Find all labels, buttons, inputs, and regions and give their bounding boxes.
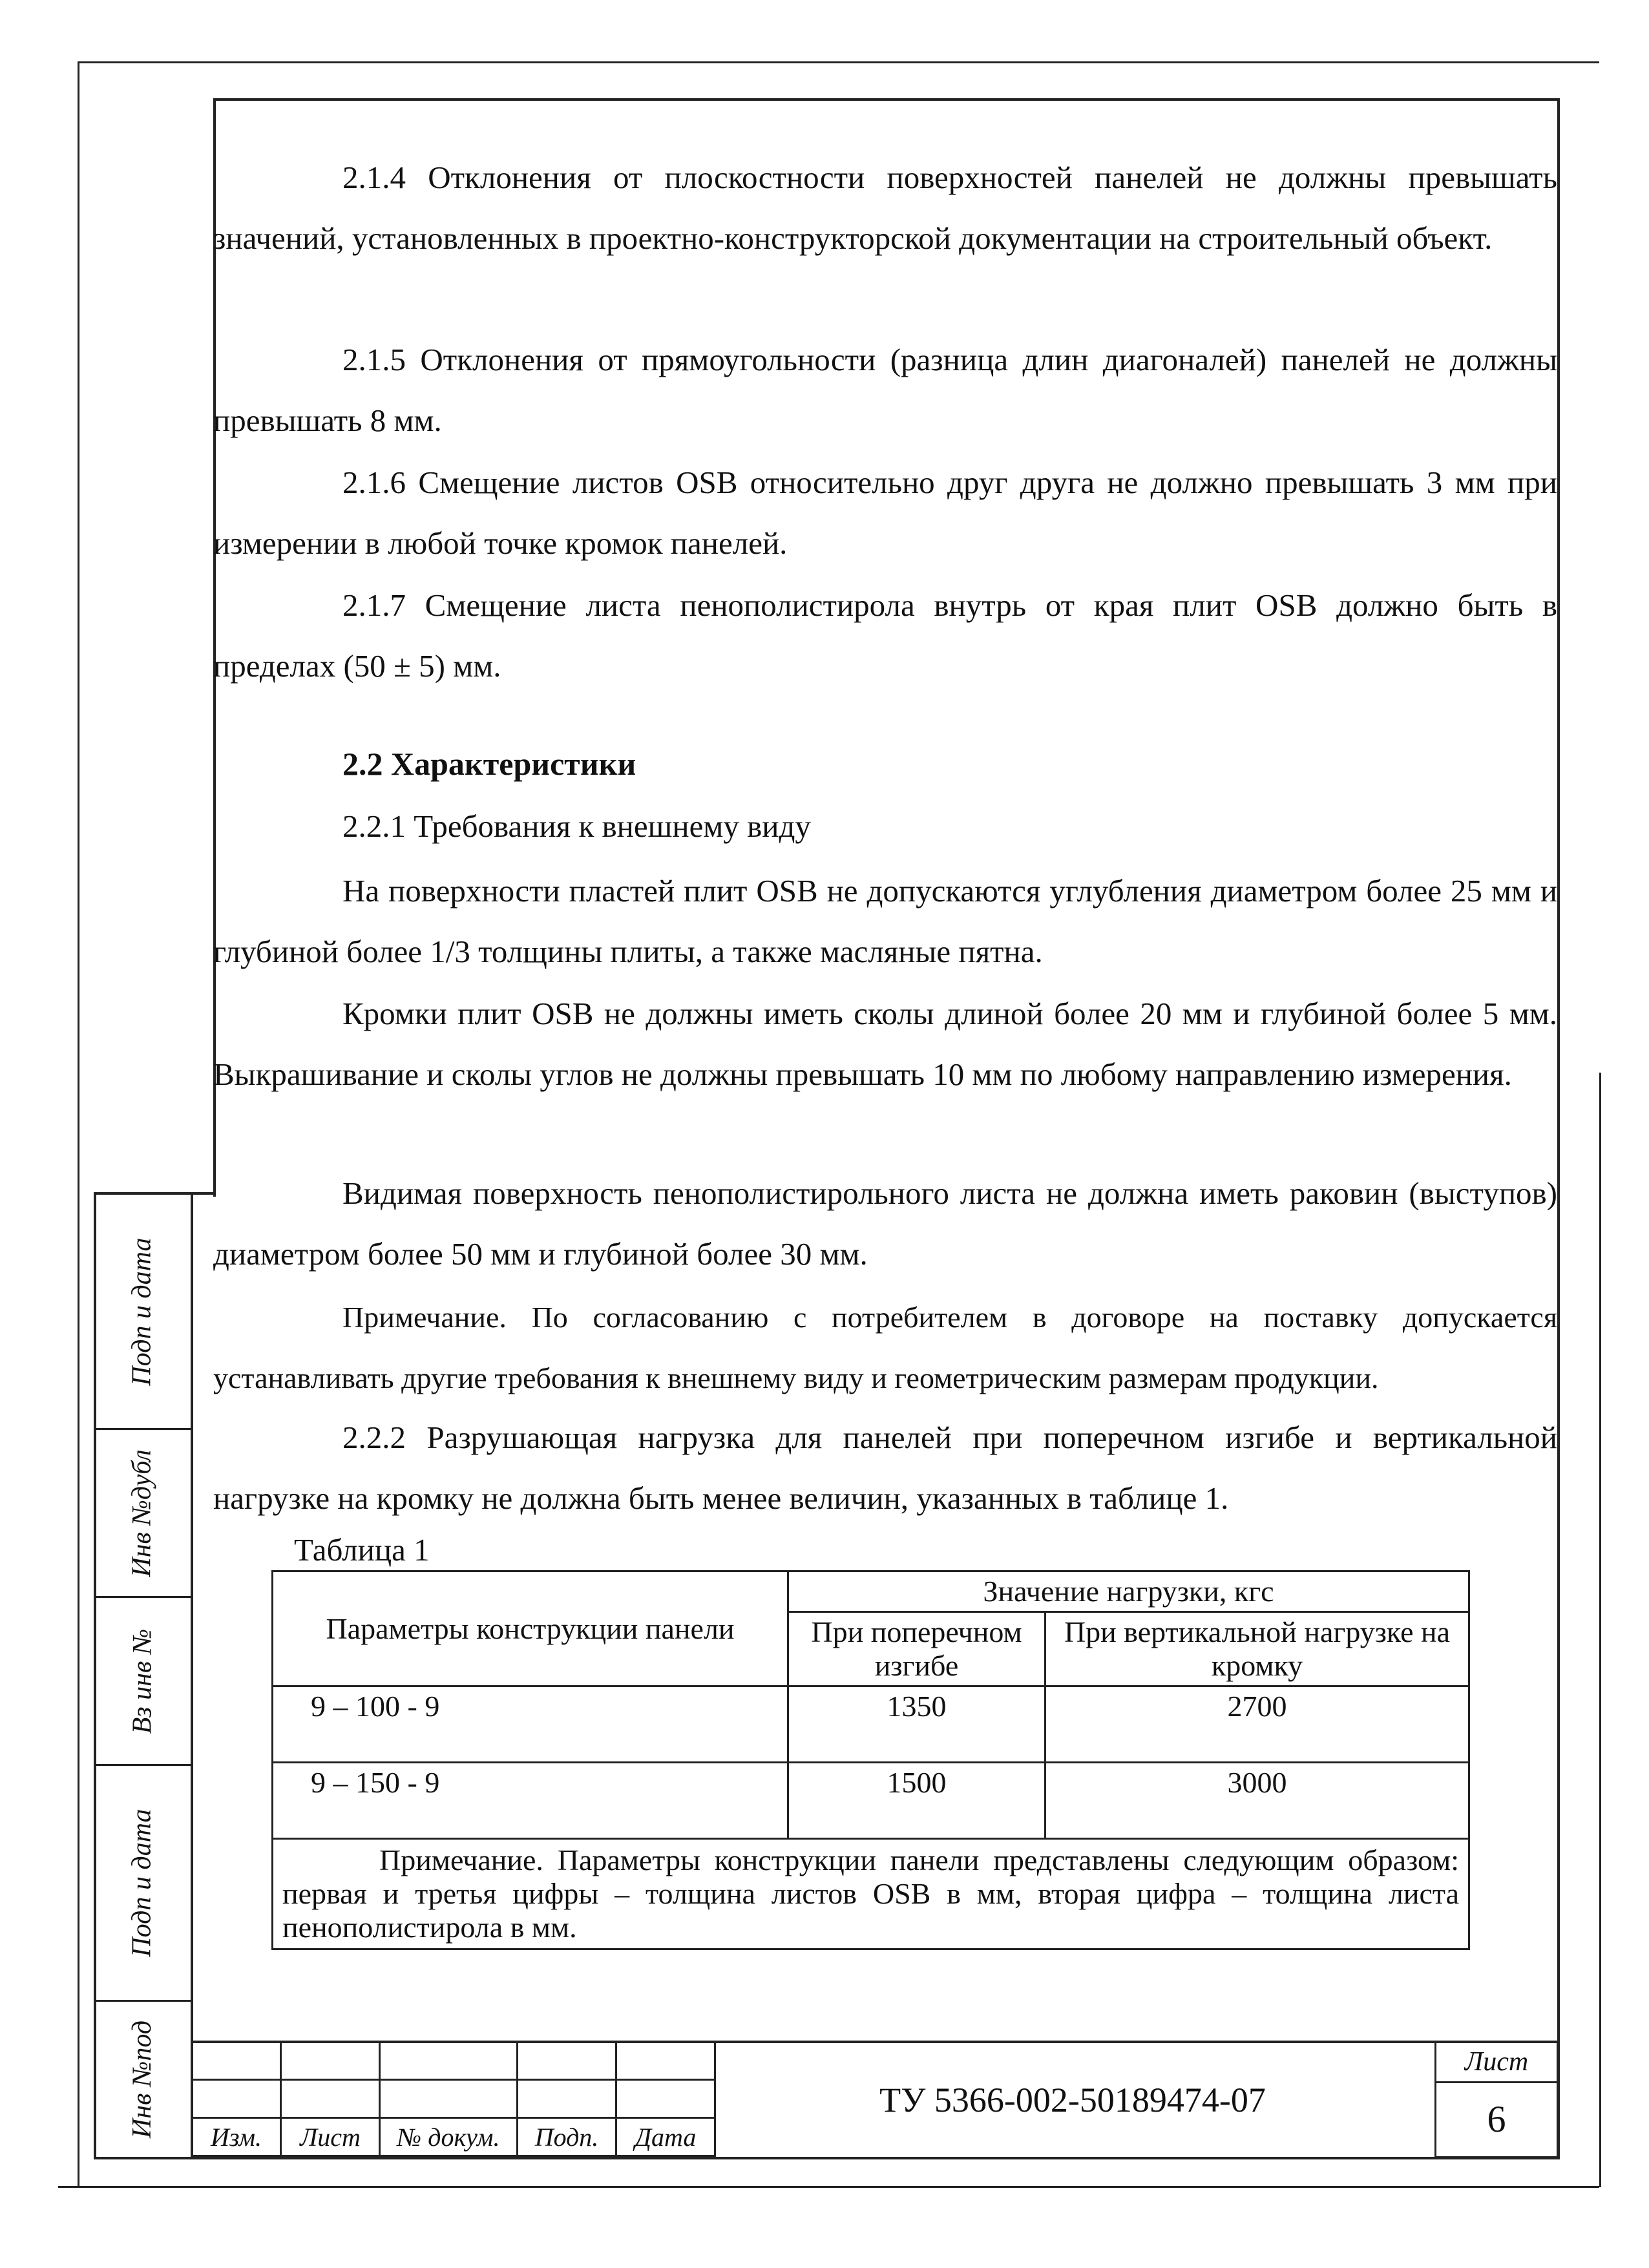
paragraph-note-1: Примечание. По согласованию с потребителем в договоре на поставку допускается устанавливать другие требования к внешнему виду и геометрическим размерам продукции. — [213, 1301, 1557, 1394]
paragraph-2-1-4: 2.1.4 Отклонения от плоскостности поверхностей панелей не должны превышать значений, установленных в проектно-конструкторской документации на строительный объект. — [213, 160, 1557, 256]
paragraph-2-1-6: 2.1.6 Смещение листов OSB относительно друг друга не должно превышать 3 мм при измерении в любой точке кромок панелей. — [213, 465, 1557, 561]
sheet-number: 6 — [1487, 2098, 1506, 2140]
title-block-izm: Изм. — [192, 2118, 281, 2156]
table-header-load-group: Значение нагрузки, кгс — [788, 1571, 1469, 1612]
title-block-doc-no: № докум. — [380, 2118, 518, 2156]
side-label-sign-date-1: Подп и дата — [127, 1237, 157, 1386]
paragraph-2-2-1: 2.2.1 Требования к внешнему виду — [342, 808, 811, 844]
outer-frame-top — [78, 61, 1599, 63]
paragraph-2-2-2: 2.2.2 Разрушающая нагрузка для панелей при поперечном изгибе и вертикальной нагрузке на кромку не должна быть менее величин, указанных в таблице 1. — [213, 1420, 1557, 1516]
side-label-inv-dup: Инв №дубл — [127, 1449, 158, 1577]
table-note: Примечание. Параметры конструкции панели представлены следующим образом: первая и третья цифры – толщина листов OSB в мм, вторая цифра – толщина листа пенополистирола в мм. — [273, 1839, 1469, 1949]
table-cell-vertical: 2700 — [1045, 1686, 1469, 1763]
table-row — [273, 1763, 1469, 1839]
table-cell-vertical: 3000 — [1045, 1763, 1469, 1839]
table-1 — [271, 1570, 1470, 1950]
sheet-box — [1434, 2041, 1559, 2158]
paragraph-eps-surface: Видимая поверхность пенополистирольного листа не должна иметь раковин (выступов) диаметром более 50 мм и глубиной более 30 мм. — [213, 1175, 1557, 1272]
outer-frame-bottom — [58, 2186, 1599, 2188]
title-block-grid — [191, 2041, 716, 2157]
table-cell-params: 9 – 100 - 9 — [273, 1686, 788, 1763]
side-label-sign-date-2: Подп и дата — [127, 1809, 157, 1957]
table-cell-params: 9 – 150 - 9 — [273, 1763, 788, 1839]
paragraph-osb-edges: Кромки плит OSB не должны иметь сколы длиной более 20 мм и глубиной более 5 мм. Выкрашивание и сколы углов не должны превышать 10 мм по любому направлению измерения. — [213, 996, 1557, 1092]
side-label-inv-orig: Инв №под — [127, 2020, 158, 2139]
outer-frame-left — [78, 61, 79, 2187]
paragraph-2-1-5: 2.1.5 Отклонения от прямоугольности (разница длин диагоналей) панелей не должны превышать 8 мм. — [213, 342, 1557, 438]
table-header-bending: При поперечном изгибе — [788, 1612, 1045, 1686]
table-1-caption: Таблица 1 — [294, 1532, 430, 1568]
title-block-podp: Подп. — [518, 2118, 616, 2156]
paragraph-2-1-7: 2.1.7 Смещение листа пенополистирола внутрь от края плит OSB должно быть в пределах (50 ± 5) мм. — [213, 587, 1557, 684]
table-header-params: Параметры конструкции панели — [273, 1571, 788, 1686]
inner-frame-right — [1557, 98, 1560, 2159]
inner-frame-top — [213, 98, 1559, 101]
side-label-vz-inv: Вз инв № — [127, 1628, 157, 1734]
table-row — [273, 1686, 1469, 1763]
title-block-list: Лист — [281, 2118, 380, 2156]
section-heading-2-2: 2.2 Характеристики — [342, 746, 636, 782]
sheet-label: Лист — [1436, 2042, 1557, 2083]
table-header-vertical: При вертикальной нагрузке на кромку — [1045, 1612, 1469, 1686]
title-block-date: Дата — [616, 2118, 715, 2156]
table-cell-bending: 1500 — [788, 1763, 1045, 1839]
document-designation: ТУ 5366-002-50189474-07 — [879, 2081, 1266, 2119]
table-cell-bending: 1350 — [788, 1686, 1045, 1763]
outer-frame-right — [1599, 1073, 1601, 2187]
side-column-right — [191, 1192, 193, 2159]
paragraph-osb-surface: На поверхности пластей плит OSB не допускаются углубления диаметром более 25 мм и глубиной более 1/3 толщины плиты, а также масляные пятна. — [213, 873, 1557, 969]
